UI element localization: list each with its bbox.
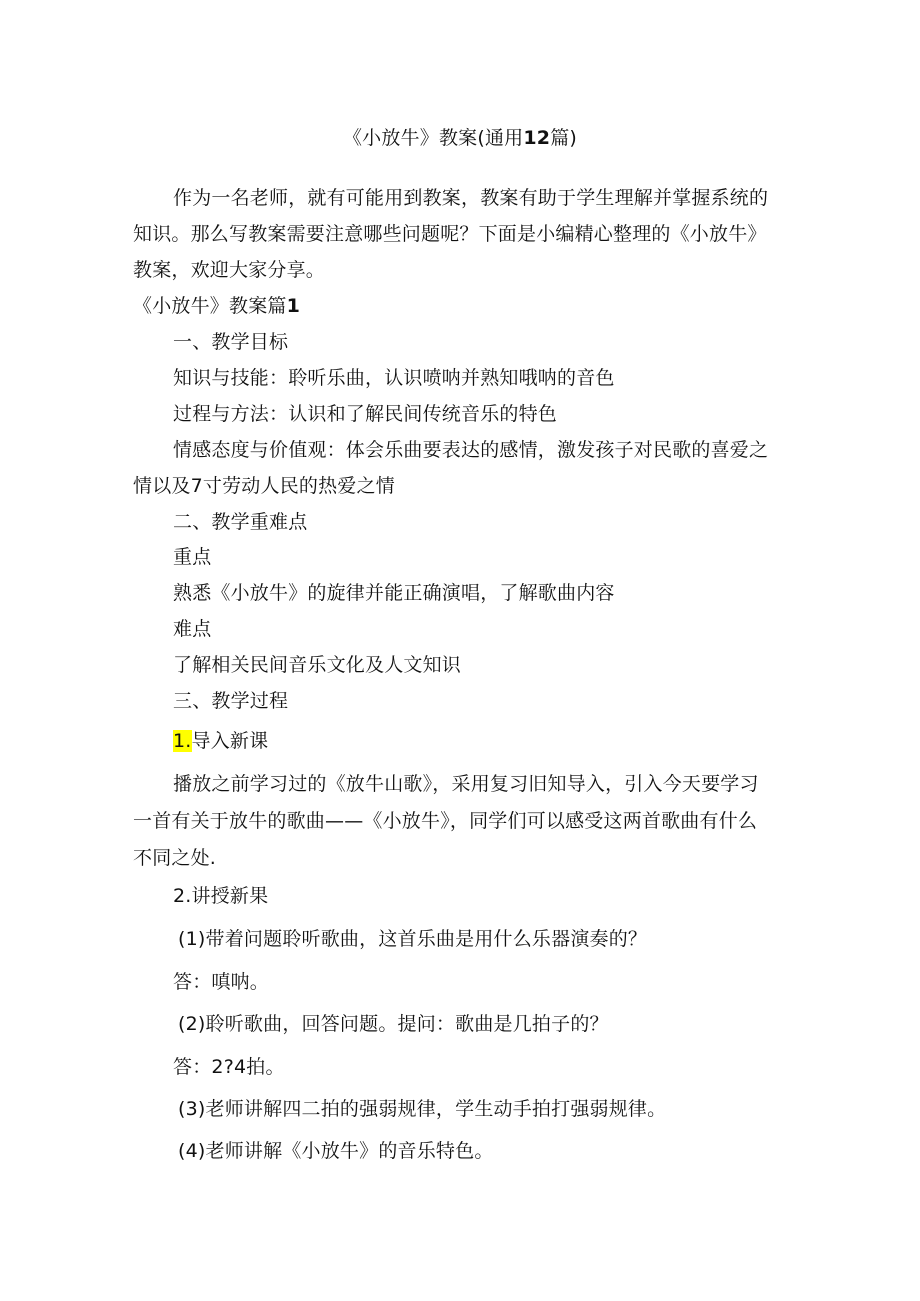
section-heading-number: 1 [286, 295, 301, 317]
step1-heading [173, 729, 268, 753]
answer-1: 答：嗔呐。 [173, 971, 270, 993]
title-suffix: 篇) [550, 127, 578, 149]
step1-number-highlight: 1. [173, 730, 192, 752]
question-1: (1)带着问题聆听歌曲，这首乐曲是用什么乐器演奏的？ [178, 928, 648, 950]
question-3: (3)老师讲解四二拍的强弱规律，学生动手拍打强弱规律。 [178, 1098, 667, 1120]
title-text: 《小放牛》教案(通用 [342, 127, 524, 149]
section-heading-text: 《小放牛》教案篇 [133, 295, 287, 317]
difficulty-text: 了解相关民间音乐文化及人文知识 [173, 654, 462, 676]
goal-process: 过程与方法：认识和了解民间传统音乐的特色 [173, 403, 558, 425]
step1-text-line-2: 一首有关于放牛的歌曲——《小放牛》，同学们可以感受这两首歌曲有什么 [133, 810, 758, 832]
process-heading: 三、教学过程 [173, 690, 289, 712]
intro-line-1: 作为一名老师，就有可能用到教案，教案有助于学生理解并掌握系统的 [173, 187, 769, 209]
step1-text-line-3: 不同之处. [133, 847, 217, 869]
goals-heading: 一、教学目标 [173, 331, 289, 353]
answer-2: 答：2?4拍。 [173, 1056, 285, 1078]
step1-label: 导入新课 [191, 730, 269, 752]
key-label: 重点 [173, 546, 212, 568]
goal-emotion-line-2: 情以及7寸劳动人民的热爱之情 [133, 475, 395, 497]
question-4: (4)老师讲解《小放牛》的音乐特色。 [178, 1140, 494, 1162]
goal-emotion-line-1: 情感态度与价值观：体会乐曲要表达的感情，激发孩子对民歌的喜爱之 [173, 439, 769, 461]
step1-text-line-1: 播放之前学习过的《放牛山歌》，采用复习旧知导入，引入今天要学习 [173, 773, 759, 795]
intro-line-2: 知识。那么写教案需要注意哪些问题呢？下面是小编精心整理的《小放牛》 [133, 223, 767, 245]
document-title [0, 126, 920, 150]
intro-line-3: 教案，欢迎大家分享。 [133, 259, 326, 281]
title-number: 12 [523, 127, 551, 149]
key-text: 熟悉《小放牛》的旋律并能正确演唱，了解歌曲内容 [173, 582, 615, 604]
step2-heading: 2.讲授新果 [173, 885, 269, 907]
goal-knowledge: 知识与技能：聆听乐曲，认识喷呐并熟知哦呐的音色 [173, 367, 615, 389]
difficulty-label: 难点 [173, 618, 212, 640]
key-heading: 二、教学重难点 [173, 511, 308, 533]
question-2: (2)聆听歌曲，回答问题。提问：歌曲是几拍子的？ [178, 1013, 609, 1035]
section-heading [133, 294, 300, 318]
